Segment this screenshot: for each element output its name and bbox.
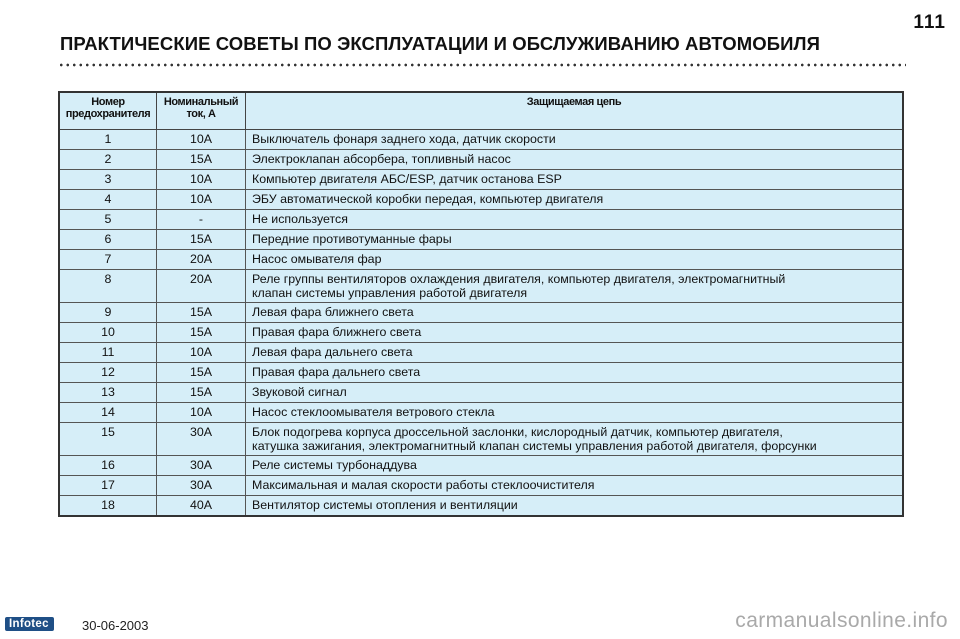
protected-circuit-cell [246, 423, 904, 456]
protected-circuit-cell [246, 150, 904, 170]
header-rated-current-line2: ток, А [186, 108, 216, 120]
header-rated-current [157, 92, 246, 130]
circuit-text: Передние противотуманные фары [252, 232, 452, 246]
protected-circuit-cell [246, 210, 904, 230]
header-fuse-number-line2: предохранителя [65, 108, 151, 120]
infotec-logo: Infotec [5, 617, 54, 631]
circuit-text-continued: клапан системы управления работой двигателя [252, 286, 528, 300]
protected-circuit-cell [246, 230, 904, 250]
rated-current-cell: 15A [157, 323, 246, 343]
table-row [59, 496, 903, 517]
circuit-text: Блок подогрева корпуса дроссельной заслонки, кислородный датчик, компьютер двигателя, [252, 425, 783, 439]
header-rated-current-line1: Номинальный [163, 96, 239, 108]
protected-circuit-cell [246, 476, 904, 496]
circuit-text: Вентилятор системы отопления и вентиляции [252, 498, 518, 512]
table-row [59, 230, 903, 250]
table-row [59, 250, 903, 270]
rated-current-cell: 10A [157, 170, 246, 190]
circuit-text: Выключатель фонаря заднего хода, датчик скорости [252, 132, 556, 146]
rated-current-cell: 30A [157, 423, 246, 456]
protected-circuit-cell [246, 270, 904, 303]
fuse-number-cell: 2 [59, 150, 157, 170]
table-row [59, 130, 903, 150]
protected-circuit-cell [246, 303, 904, 323]
rated-current-cell: 15A [157, 150, 246, 170]
circuit-text: Левая фара ближнего света [252, 305, 414, 319]
fuse-number-cell: 9 [59, 303, 157, 323]
fuse-number-cell: 14 [59, 403, 157, 423]
protected-circuit-cell [246, 363, 904, 383]
circuit-text: Не используется [252, 212, 348, 226]
table-row [59, 476, 903, 496]
fuse-number-cell: 18 [59, 496, 157, 517]
table-row [59, 303, 903, 323]
circuit-text: Насос омывателя фар [252, 252, 382, 266]
protected-circuit-cell [246, 250, 904, 270]
header-protected-circuit: Защищаемая цепь [246, 92, 904, 130]
protected-circuit-cell [246, 323, 904, 343]
circuit-text: Насос стеклоомывателя ветрового стекла [252, 405, 495, 419]
rated-current-cell: 10A [157, 343, 246, 363]
circuit-text: Правая фара ближнего света [252, 325, 422, 339]
table-row [59, 456, 903, 476]
circuit-text: Электроклапан абсорбера, топливный насос [252, 152, 511, 166]
fuse-number-cell: 17 [59, 476, 157, 496]
table-row [59, 323, 903, 343]
fuse-number-cell: 6 [59, 230, 157, 250]
fuse-number-cell: 11 [59, 343, 157, 363]
fuse-number-cell: 12 [59, 363, 157, 383]
rated-current-cell: 10A [157, 130, 246, 150]
page-number: 111 [913, 12, 946, 33]
rated-current-cell: 20A [157, 270, 246, 303]
protected-circuit-cell [246, 170, 904, 190]
dotted-divider [58, 63, 906, 67]
fuse-number-cell: 10 [59, 323, 157, 343]
rated-current-cell: 15A [157, 230, 246, 250]
rated-current-cell: - [157, 210, 246, 230]
fuse-number-cell: 1 [59, 130, 157, 150]
rated-current-cell: 30A [157, 456, 246, 476]
watermark: carmanualsonline.info [735, 609, 948, 632]
protected-circuit-cell [246, 383, 904, 403]
fuse-number-cell: 3 [59, 170, 157, 190]
circuit-text: Максимальная и малая скорости работы стеклоочистителя [252, 478, 595, 492]
rated-current-cell: 20A [157, 250, 246, 270]
rated-current-cell: 10A [157, 190, 246, 210]
rated-current-cell: 10A [157, 403, 246, 423]
table-row [59, 403, 903, 423]
fuse-number-cell: 4 [59, 190, 157, 210]
rated-current-cell: 15A [157, 303, 246, 323]
table-row [59, 270, 903, 303]
rated-current-cell: 30A [157, 476, 246, 496]
table-row [59, 343, 903, 363]
protected-circuit-cell [246, 190, 904, 210]
table-row [59, 170, 903, 190]
fuse-number-cell: 16 [59, 456, 157, 476]
fuse-number-cell: 8 [59, 270, 157, 303]
header-fuse-number-line1: Номер [91, 96, 125, 108]
fuse-number-cell: 5 [59, 210, 157, 230]
footer-date: 30-06-2003 [82, 618, 149, 633]
table-row [59, 190, 903, 210]
rated-current-cell: 15A [157, 363, 246, 383]
table-row [59, 210, 903, 230]
circuit-text: Реле системы турбонаддува [252, 458, 417, 472]
fuse-table [58, 91, 904, 517]
page-title: ПРАКТИЧЕСКИЕ СОВЕТЫ ПО ЭКСПЛУАТАЦИИ И ОБСЛУЖИВАНИЮ АВТОМОБИЛЯ [60, 33, 820, 54]
circuit-text: Правая фара дальнего света [252, 365, 421, 379]
circuit-text: ЭБУ автоматической коробки передая, компьютер двигателя [252, 192, 604, 206]
table-header-row [59, 92, 903, 130]
protected-circuit-cell [246, 456, 904, 476]
circuit-text-continued: катушка зажигания, электромагнитный клапан системы управления работой двигателя, форсунки [252, 439, 817, 453]
protected-circuit-cell [246, 496, 904, 517]
fuse-number-cell: 15 [59, 423, 157, 456]
circuit-text: Компьютер двигателя АБС/ESP, датчик останова ESP [252, 172, 562, 186]
rated-current-cell: 15A [157, 383, 246, 403]
table-row [59, 150, 903, 170]
circuit-text: Левая фара дальнего света [252, 345, 413, 359]
rated-current-cell: 40A [157, 496, 246, 517]
fuse-number-cell: 13 [59, 383, 157, 403]
table-row [59, 383, 903, 403]
protected-circuit-cell [246, 130, 904, 150]
table-row [59, 363, 903, 383]
circuit-text: Реле группы вентиляторов охлаждения двигателя, компьютер двигателя, электромагнитный [252, 272, 786, 286]
protected-circuit-cell [246, 403, 904, 423]
protected-circuit-cell [246, 343, 904, 363]
fuse-number-cell: 7 [59, 250, 157, 270]
table-row [59, 423, 903, 456]
header-fuse-number [59, 92, 157, 130]
circuit-text: Звуковой сигнал [252, 385, 347, 399]
